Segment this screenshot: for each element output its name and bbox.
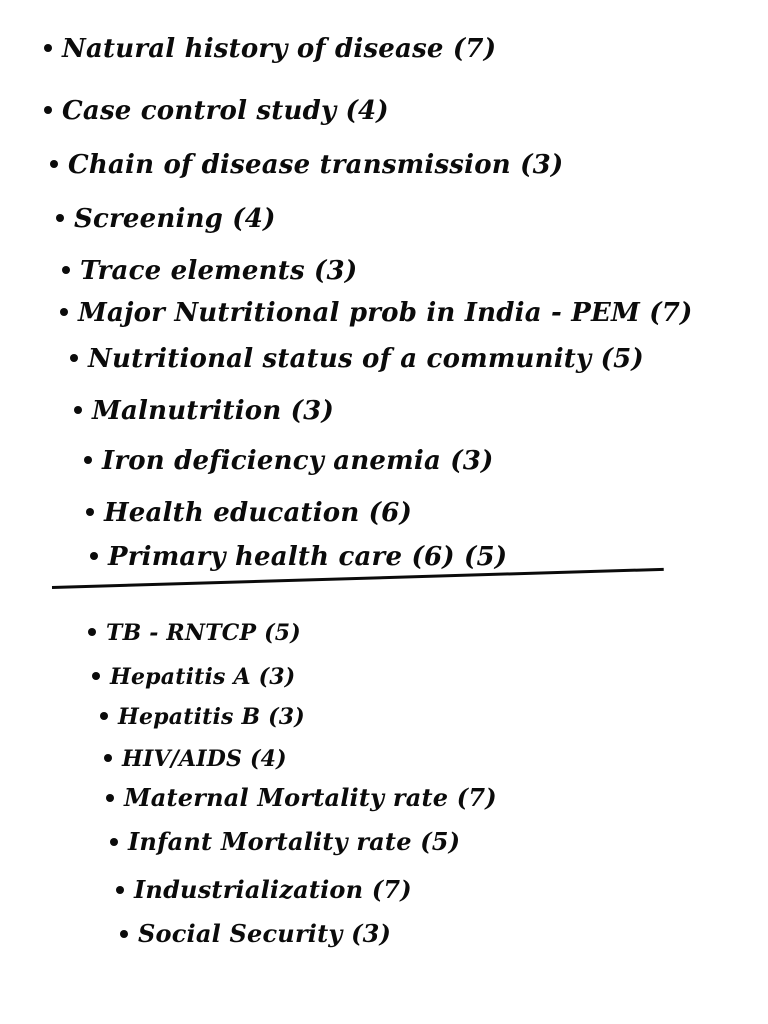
list-item-text: Primary health care (6) (5) bbox=[108, 542, 508, 572]
list-item-text: Industrialization (7) bbox=[134, 875, 412, 904]
list-item bbox=[120, 919, 392, 948]
list-item bbox=[70, 346, 644, 372]
list-item-text: Major Nutritional prob in India - PEM (7) bbox=[78, 298, 693, 328]
bullet-icon bbox=[92, 672, 100, 680]
list-item bbox=[74, 398, 334, 424]
list-item bbox=[86, 500, 412, 526]
list-item-text: Chain of disease transmission (3) bbox=[68, 150, 564, 180]
list-item-text: Social Security (3) bbox=[138, 919, 392, 948]
list-item bbox=[104, 748, 287, 770]
list-item-text: Screening (4) bbox=[74, 204, 276, 234]
bullet-icon bbox=[104, 754, 112, 762]
bullet-icon bbox=[116, 886, 124, 894]
list-item-text: Infant Mortality rate (5) bbox=[128, 827, 461, 856]
list-item bbox=[100, 706, 305, 728]
list-item-text: TB - RNTCP (5) bbox=[106, 620, 301, 646]
bullet-icon bbox=[44, 106, 52, 114]
list-item bbox=[50, 152, 563, 178]
list-item bbox=[60, 300, 693, 326]
list-item bbox=[90, 544, 507, 570]
list-item-text: Hepatitis A (3) bbox=[110, 664, 296, 690]
bullet-icon bbox=[60, 308, 68, 316]
list-item-text: Case control study (4) bbox=[62, 96, 389, 126]
bullet-icon bbox=[88, 628, 96, 636]
list-item-text: Nutritional status of a community (5) bbox=[88, 344, 644, 374]
list-item bbox=[106, 783, 497, 812]
list-item bbox=[116, 875, 412, 904]
list-item-text: Malnutrition (3) bbox=[92, 396, 334, 426]
bullet-icon bbox=[120, 930, 128, 938]
list-item bbox=[62, 258, 357, 284]
list-item bbox=[44, 36, 496, 62]
list-item bbox=[92, 666, 295, 688]
list-item bbox=[88, 622, 301, 644]
list-item-text: Health education (6) bbox=[104, 498, 412, 528]
list-item-text: Trace elements (3) bbox=[80, 256, 358, 286]
list-item bbox=[44, 98, 389, 124]
bullet-icon bbox=[74, 406, 82, 414]
bullet-icon bbox=[106, 794, 114, 802]
list-item-text: Hepatitis B (3) bbox=[118, 704, 305, 730]
bullet-icon bbox=[44, 44, 52, 52]
bullet-icon bbox=[110, 838, 118, 846]
list-item-text: Iron deficiency anemia (3) bbox=[102, 446, 494, 476]
bullet-icon bbox=[86, 508, 94, 516]
bullet-icon bbox=[62, 266, 70, 274]
bullet-icon bbox=[56, 214, 64, 222]
list-item-text: HIV/AIDS (4) bbox=[122, 746, 287, 772]
bullet-icon bbox=[84, 456, 92, 464]
bullet-icon bbox=[50, 160, 58, 168]
bullet-icon bbox=[70, 354, 78, 362]
list-item bbox=[56, 206, 276, 232]
bullet-icon bbox=[100, 712, 108, 720]
list-item bbox=[110, 827, 461, 856]
list-item-text: Natural history of disease (7) bbox=[62, 34, 497, 64]
list-item bbox=[84, 448, 494, 474]
list-item-text: Maternal Mortality rate (7) bbox=[124, 783, 497, 812]
bullet-icon bbox=[90, 552, 98, 560]
